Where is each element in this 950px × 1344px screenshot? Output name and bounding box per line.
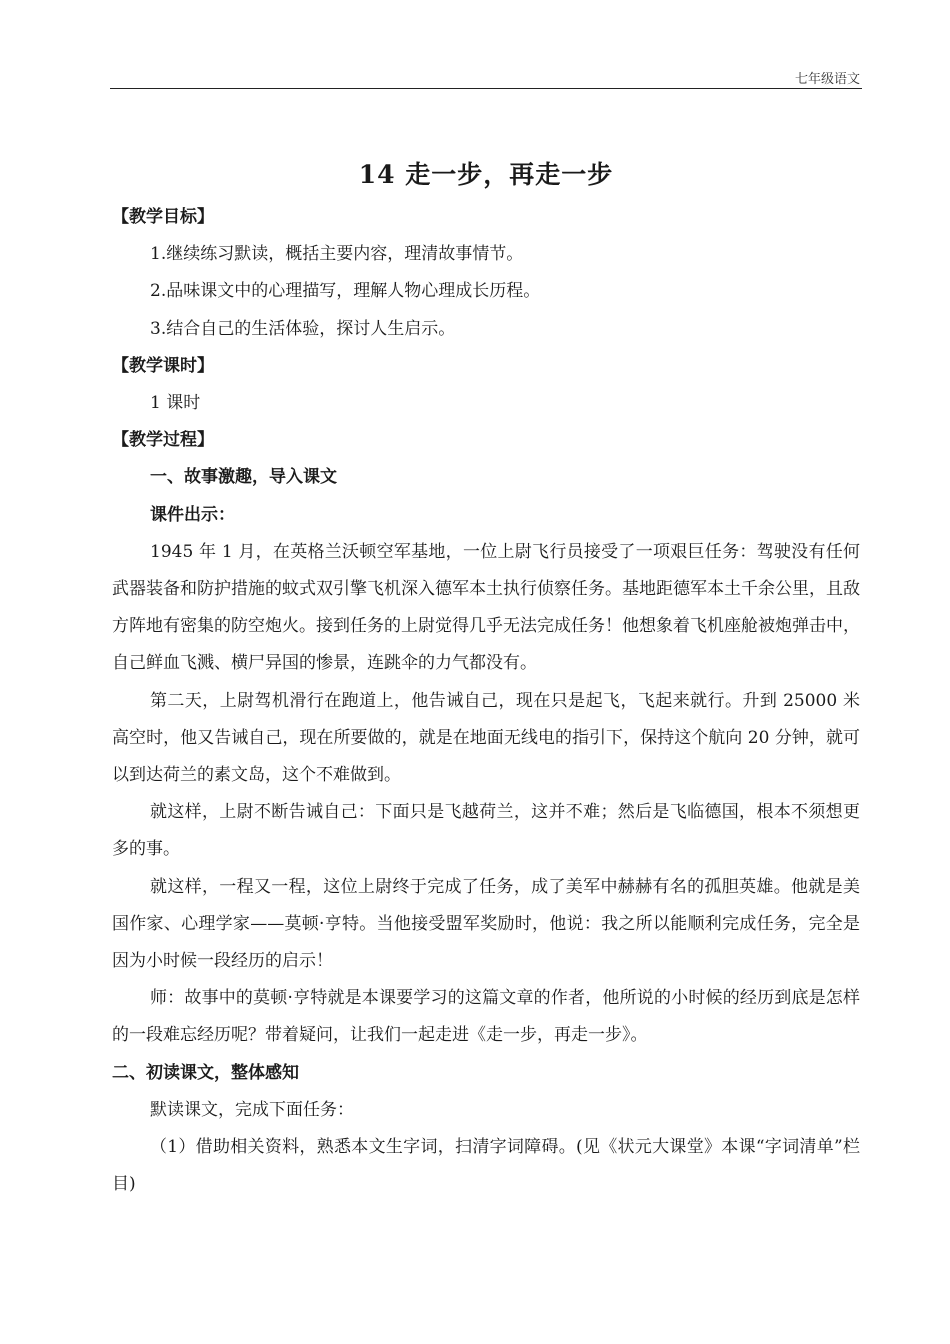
part2-heading: 二、初读课文，整体感知 (112, 1062, 299, 1083)
courseware-label: 课件出示： (150, 504, 235, 525)
hours-heading: 【教学课时】 (112, 355, 214, 376)
story-paragraph: 1945 年 1 月，在英格兰沃顿空军基地，一位上尉飞行员接受了一项艰巨任务：驾驶没有任何武器装备和防护措施的蚊式双引擎飞机深入德军本土执行侦察任务。基地距德军本土千余公里，且敌方阵地有密集的防空炮火。接到任务的上尉觉得几乎无法完成任务！他想象着飞机座舱被炮弹击中，自己鲜血飞溅、横尸异国的惨景，连跳伞的力气都没有。 (112, 541, 860, 674)
story-paragraph: 师：故事中的莫顿·亨特就是本课要学习的这篇文章的作者，他所说的小时候的经历到底是怎样的一段难忘经历呢？带着疑问，让我们一起走进《走一步，再走一步》。 (112, 988, 860, 1046)
part2-task: （1）借助相关资料，熟悉本文生字词，扫清字词障碍。(见《状元大课堂》本课“字词清单”栏目) (112, 1137, 860, 1195)
hours-value: 1 课时 (150, 393, 201, 414)
goals-heading: 【教学目标】 (112, 207, 214, 227)
lesson-title: 14 走一步，再走一步 (358, 160, 614, 189)
page-header-label: 七年级语文 (794, 72, 860, 87)
document-body (112, 199, 860, 1203)
part2-intro: 默读课文，完成下面任务： (150, 1099, 354, 1120)
goal-item: 3.结合自己的生活体验，探讨人生启示。 (150, 318, 456, 339)
process-heading: 【教学过程】 (112, 430, 214, 451)
part1-heading: 一、故事激趣，导入课文 (150, 467, 337, 488)
goal-item: 2.品味课文中的心理描写，理解人物心理成长历程。 (150, 281, 541, 302)
header-divider (110, 88, 862, 89)
goal-item: 1.继续练习默读，概括主要内容，理清故事情节。 (150, 244, 524, 265)
story-paragraph: 就这样，上尉不断告诫自己：下面只是飞越荷兰，这并不难；然后是飞临德国，根本不须想更多的事。 (112, 802, 860, 860)
story-paragraph: 就这样，一程又一程，这位上尉终于完成了任务，成了美军中赫赫有名的孤胆英雄。他就是美国作家、心理学家——莫顿·亨特。当他接受盟军奖励时，他说：我之所以能顺利完成任务，完全是因为小时候一段经历的启示！ (112, 876, 860, 972)
story-paragraph: 第二天，上尉驾机滑行在跑道上，他告诫自己，现在只是起飞，飞起来就行。升到 25000 米高空时，他又告诫自己，现在所要做的，就是在地面无线电的指引下，保持这个航向 20 分钟，就可以到达荷兰的素文岛，这个不难做到。 (112, 690, 860, 786)
